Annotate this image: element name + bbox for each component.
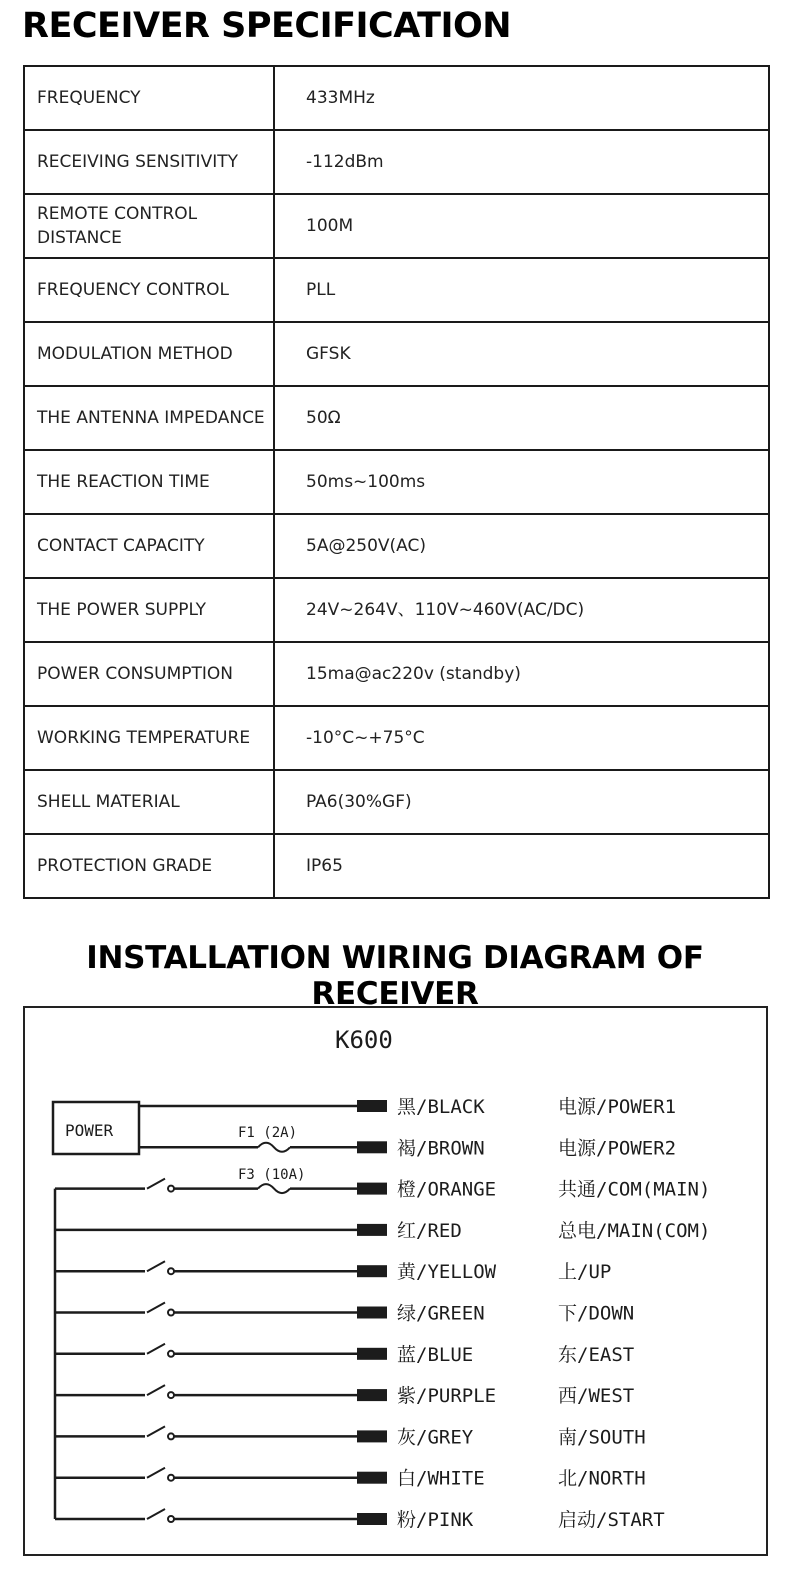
terminal-icon — [357, 1348, 387, 1360]
switch-contact-icon — [168, 1433, 174, 1439]
table-row — [24, 770, 769, 834]
switch-contact-icon — [168, 1475, 174, 1481]
fuse3-label: F3 (10A) — [238, 1167, 306, 1183]
table-row — [24, 450, 769, 514]
fuse1-label: F1 (2A) — [238, 1125, 298, 1141]
table-row — [24, 514, 769, 578]
wire-function-label: 总电/MAIN(COM) — [558, 1219, 711, 1242]
spec-label: RECEIVING SENSITIVITY — [24, 130, 274, 194]
terminal-icon — [357, 1183, 387, 1195]
table-row — [24, 194, 769, 258]
wire-function-label: 电源/POWER2 — [558, 1137, 677, 1160]
table-row — [24, 834, 769, 898]
spec-label: POWER CONSUMPTION — [24, 642, 274, 706]
switch-icon — [147, 1426, 165, 1436]
switch-contact-icon — [168, 1310, 174, 1316]
spec-value: IP65 — [274, 834, 769, 898]
wire-color-label: 红/RED — [397, 1219, 462, 1242]
spec-label: SHELL MATERIAL — [24, 770, 274, 834]
spec-value: 5A@250V(AC) — [274, 514, 769, 578]
spec-label: PROTECTION GRADE — [24, 834, 274, 898]
wire-function-label: 东/EAST — [558, 1343, 635, 1366]
table-row — [24, 322, 769, 386]
wires-group — [55, 1096, 710, 1531]
wire-function-label: 共通/COM(MAIN) — [558, 1178, 711, 1201]
spec-value: 15ma@ac220v (standby) — [274, 642, 769, 706]
spec-value: 433MHz — [274, 66, 769, 130]
terminal-icon — [357, 1389, 387, 1401]
spec-label: REMOTE CONTROL DISTANCE — [24, 194, 274, 258]
spec-label: CONTACT CAPACITY — [24, 514, 274, 578]
table-row — [24, 386, 769, 450]
spec-value: PLL — [274, 258, 769, 322]
terminal-icon — [357, 1430, 387, 1442]
spec-table — [23, 65, 770, 899]
switch-icon — [147, 1261, 165, 1271]
spec-label: MODULATION METHOD — [24, 322, 274, 386]
wire-function-label: 北/NORTH — [558, 1467, 646, 1490]
switch-contact-icon — [168, 1516, 174, 1522]
model-label: K600 — [335, 1026, 393, 1054]
wire-function-label: 电源/POWER1 — [558, 1096, 677, 1118]
wire-color-label: 黄/YELLOW — [397, 1261, 497, 1284]
fuse-icon — [258, 1184, 290, 1193]
wiring-title: INSTALLATION WIRING DIAGRAM OF RECEIVER — [86, 940, 704, 1012]
table-row — [24, 578, 769, 642]
spec-label: THE POWER SUPPLY — [24, 578, 274, 642]
wire-color-label: 粉/PINK — [397, 1509, 474, 1531]
switch-icon — [147, 1468, 165, 1478]
spec-title: RECEIVER SPECIFICATION — [22, 6, 512, 46]
spec-label: FREQUENCY — [24, 66, 274, 130]
wire-function-label: 上/UP — [558, 1261, 612, 1284]
wiring-diagram-svg — [25, 1008, 766, 1554]
switch-contact-icon — [168, 1351, 174, 1357]
wire-function-label: 下/DOWN — [558, 1302, 635, 1325]
switch-contact-icon — [168, 1186, 174, 1192]
terminal-icon — [357, 1472, 387, 1484]
spec-value: -10°C~+75°C — [274, 706, 769, 770]
spec-label: WORKING TEMPERATURE — [24, 706, 274, 770]
spec-label: THE ANTENNA IMPEDANCE — [24, 386, 274, 450]
terminal-icon — [357, 1224, 387, 1236]
spec-value: -112dBm — [274, 130, 769, 194]
table-row — [24, 130, 769, 194]
spec-value: 100M — [274, 194, 769, 258]
wire-color-label: 紫/PURPLE — [397, 1385, 497, 1408]
wire-color-label: 绿/GREEN — [397, 1302, 485, 1325]
switch-contact-icon — [168, 1392, 174, 1398]
table-row — [24, 66, 769, 130]
table-row — [24, 706, 769, 770]
terminal-icon — [357, 1100, 387, 1112]
wire-color-label: 橙/ORANGE — [397, 1178, 497, 1201]
terminal-icon — [357, 1265, 387, 1277]
switch-icon — [147, 1385, 165, 1395]
switch-icon — [147, 1303, 165, 1313]
terminal-icon — [357, 1513, 387, 1525]
switch-icon — [147, 1344, 165, 1354]
wire-color-label: 黑/BLACK — [397, 1096, 485, 1118]
spec-value: PA6(30%GF) — [274, 770, 769, 834]
wire-function-label: 启动/START — [558, 1509, 665, 1531]
wire-function-label: 西/WEST — [558, 1385, 635, 1408]
spec-value: 50Ω — [274, 386, 769, 450]
spec-value: 24V~264V、110V~460V(AC/DC) — [274, 578, 769, 642]
spec-value: 50ms~100ms — [274, 450, 769, 514]
power-box-label: POWER — [65, 1121, 114, 1140]
wire-color-label: 灰/GREY — [397, 1426, 474, 1449]
spec-label: FREQUENCY CONTROL — [24, 258, 274, 322]
terminal-icon — [357, 1307, 387, 1319]
wire-function-label: 南/SOUTH — [558, 1426, 646, 1449]
switch-icon — [147, 1509, 165, 1519]
switch-contact-icon — [168, 1268, 174, 1274]
spec-value: GFSK — [274, 322, 769, 386]
terminal-icon — [357, 1141, 387, 1153]
table-row — [24, 258, 769, 322]
wire-color-label: 褐/BROWN — [397, 1137, 485, 1160]
wiring-diagram — [23, 1006, 768, 1556]
table-row — [24, 642, 769, 706]
switch-icon — [147, 1179, 165, 1189]
fuse-icon — [258, 1143, 290, 1152]
wire-color-label: 白/WHITE — [397, 1467, 485, 1490]
spec-label: THE REACTION TIME — [24, 450, 274, 514]
wire-color-label: 蓝/BLUE — [397, 1343, 474, 1366]
